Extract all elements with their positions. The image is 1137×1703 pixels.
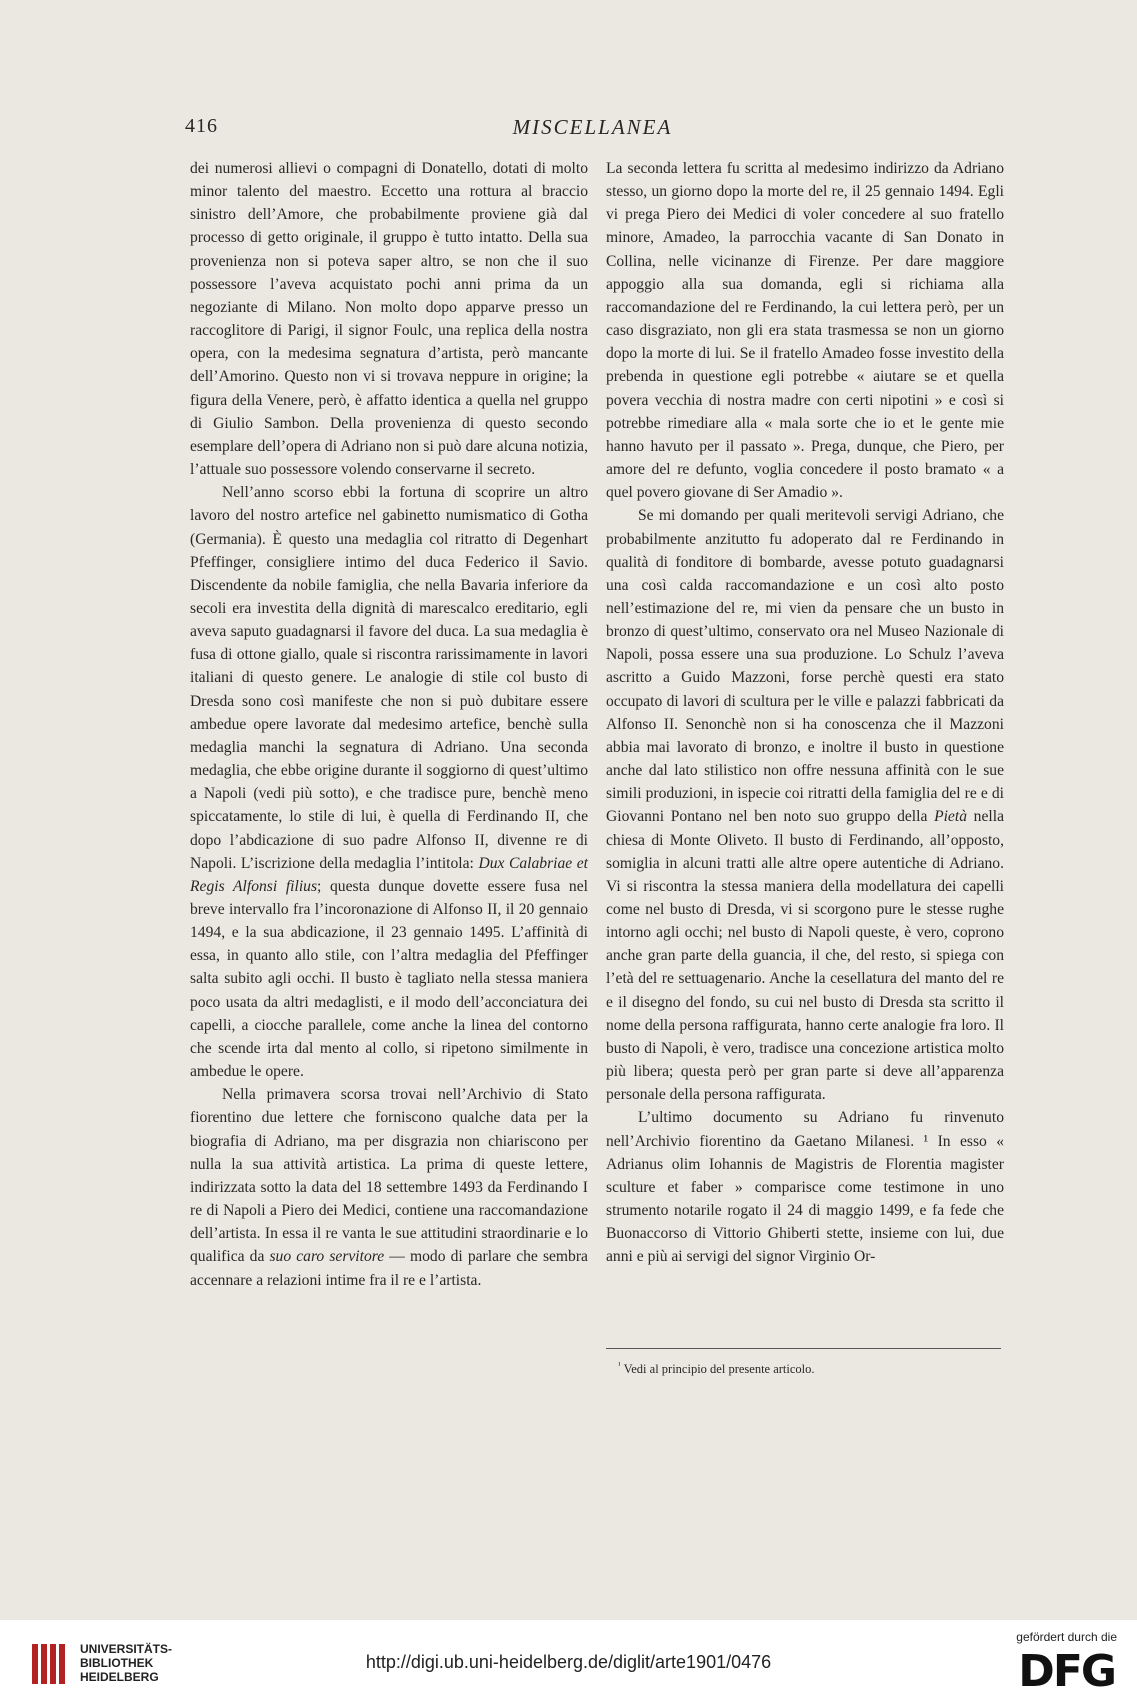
paragraph: Se mi domando per quali meritevoli servigi Adriano, che probabilmente anzitutto fu adoperato dal re Ferdinando in qualità di fonditore di bombarde, avesse potuto guadagnarsi una così calda raccomandazione e un così alto posto nell’estimazione del re, mi vien da pensare che un busto in bronzo di quest’ultimo, conservato ora nel Museo Nazionale di Napoli, possa essere una sua produzione. Lo Schulz l’aveva ascritto a Guido Mazzoni, forse perchè questi era stato occupato di lavori di scultura per le ville e palazzi fabbricati da Alfonso II. Senonchè non si ha conoscenza che il Mazzoni abbia mai lavorato di bronzo, e inoltre il busto in questione anche dal lato stilistico non offre nessuna affinità con le sue simili produzioni, in ispecie coi ritratti della famiglia del re e di Giovanni Pontano nel ben noto suo gruppo della Pietà nella chiesa di Monte Oliveto. Il busto di Ferdinando, all’opposto, somiglia in alcuni tratti alle altre opere autentiche di Adriano. Vi si riscontra la stessa maniera della modellatura dei capelli come nel busto di Dresda, vi si scorgono pure le stesse rughe intorno agli occhi; nel busto di Napoli queste, è vero, coprono anche gran parte della guancia, il che, del resto, si spiega con l’età del re settuagenario. Anche la cesellatura del manto del re e il disegno del fondo, su cui nel busto di Dresda sta scritto il nome della persona raffigurata, hanno certe analogie fra loro. Il busto di Napoli, è vero, tradisce una concezione artistica molto più libera; questa però per gran parte si deve all’apparenza personale della persona raffigurata. xyxy=(606,507,1004,1104)
paragraph: Nell’anno scorso ebbi la fortuna di scoprire un altro lavoro del nostro artefice nel gabinetto numismatico di Gotha (Germania). È questo una medaglia col ritratto di Degenhart Pfeffinger, consigliere intimo del duca Federico il Savio. Discendente da nobile famiglia, che nella Bavaria inferiore da secoli era investita della dignità di marescalco ereditario, egli aveva saputo guadagnarsi il favore del duca. La sua medaglia è fusa di ottone giallo, quale si riscontra rarissimamente in lavori italiani di questo genere. Le analogie di stile col busto di Dresda sono così manifeste che non si può dubitare essere ambedue opere lavorate dal medesimo artefice, benchè sulla medaglia manchi la segnatura di Adriano. Una seconda medaglia, che ebbe origine durante il soggiorno di quest’ultimo a Napoli (vedi più sotto), e che tradisce pure, benchè meno spiccatamente, lo stile di lui, è quella di Ferdinando II, che dopo l’abdicazione di suo padre Alfonso II, divenne re di Napoli. L’iscrizione della medaglia l’intitola: Dux Calabriae et Regis Alfonsi filius; questa dunque dovette essere fusa nel breve intervallo fra l’incoronazione di Alfonso II, il 20 gennaio 1494, e la sua abdicazione, il 23 gennaio 1495. L’affinità di essa, in quanto allo stile, con l’altra medaglia del Pfeffinger salta subito agli occhi. Il busto è tagliato nella stessa maniera poco usata da altri medaglisti, e il modo dell’acconciatura dei capelli, a ciocche parallele, come anche la linea del contorno che scende irta dal mento al collo, si ripetono similmente in ambedue le opere. xyxy=(190,484,588,1081)
permalink-url[interactable]: http://digi.ub.uni-heidelberg.de/diglit/arte1901/0476 xyxy=(365,1652,772,1672)
left-column xyxy=(190,157,588,1292)
paragraph: L’ultimo documento su Adriano fu rinvenuto nell’Archivio fiorentino da Gaetano Milanesi. ¹ In esso « Adrianus olim Iohannis de Magistris de Florentia magister sculture et faber » comparisce come testimone in uno strumento notarile rogato il 24 di maggio 1499, e fa fede che Buonaccorso di Vittorio Ghiberti stette, insieme con lui, due anni e più ai servigi del signor Virginio Or- xyxy=(606,1109,1004,1266)
right-column xyxy=(606,157,1004,1269)
footnote-marker: ¹ xyxy=(618,1360,621,1370)
page-header xyxy=(185,115,1000,139)
paragraph: La seconda lettera fu scritta al medesimo indirizzo da Adriano stesso, un giorno dopo la morte del re, il 25 gennaio 1494. Egli vi prega Piero dei Medici di voler concedere al suo fratello minore, Amadeo, la parrocchia vacante di San Donato in Collina, nelle vicinanze di Firenze. Per dare maggiore appoggio alla sua domanda, egli si richiama alla raccomandazione del re Ferdinando, la cui lettera però, per un caso disgraziato, non gli era stata trasmessa se non un giorno dopo la morte di lui. Se il fratello Amadeo fosse investito della prebenda in questione egli potrebbe « aiutare se et quella povera vecchia di nostra madre con certi nipotini » e così si potrebbe rimediare alla « mala sorte che io et le gente mie hanno havuto per il passato ». Prega, dunque, che Piero, per amore del re defunto, voglia concedere il posto bramato « a quel povero giovane di Ser Amadio ». xyxy=(606,160,1004,502)
dfg-logo[interactable]: DFG xyxy=(1018,1646,1115,1697)
funder-caption: gefördert durch die xyxy=(1016,1630,1117,1644)
paragraph: dei numerosi allievi o compagni di Donatello, dotati di molto minor talento del maestro. Eccetto una rottura al braccio sinistro dell’Amore, che probabilmente proviene già dal processo di getto originale, il gruppo è tutto intatto. Della sua provenienza non si poteva saper altro, se non che il suo possessore l’aveva acquistato pochi anni prima da un negoziante di Milano. Non molto dopo apparve presso un raccoglitore di Parigi, il signor Foulc, una replica della nostra opera, con la medesima segnatura d’artista, però mancante dell’Amorino. Questo non vi si trovava neppure in origine; la figura della Venere, però, è affatto identica a quella nel gruppo di Giulio Sambon. Della provenienza di questo secondo esemplare dell’opera di Adriano non si può dare alcuna notizia, l’attuale suo possessore volendo conservarne il secreto. xyxy=(190,160,588,479)
footnote-rule xyxy=(606,1348,1001,1349)
footnote: $^{^1}$ Vedi al principio del presente articolo. xyxy=(618,1360,815,1377)
library-name[interactable]: UNIVERSITÄTS- BIBLIOTHEK HEIDELBERG xyxy=(80,1642,173,1684)
italic-title: Pietà xyxy=(934,808,967,826)
digitization-footer xyxy=(0,1620,1137,1703)
page-number: 416 xyxy=(185,115,218,137)
running-title: MISCELLANEA xyxy=(512,115,673,139)
italic-phrase: suo caro servitore xyxy=(269,1248,385,1266)
paragraph: Nella primavera scorsa trovai nell’Archivio di Stato fiorentino due lettere che forniscono qualche data per la biografia di Adriano, ma per disgrazia non chiariscono per nulla la sua attività artistica. La prima di queste lettere, indirizzata sotto la data del 18 settembre 1493 da Ferdinando I re di Napoli a Piero dei Medici, contiene una raccomandazione dell’artista. In essa il re vanta le sue attitudini straordinarie e lo qualifica da suo caro servitore — modo di parlare che sembra accennare a relazioni intime fra il re e l’artista. xyxy=(190,1086,588,1289)
medal-inscription: Dux Calabriae et Regis Alfonsi filius xyxy=(190,854,588,895)
